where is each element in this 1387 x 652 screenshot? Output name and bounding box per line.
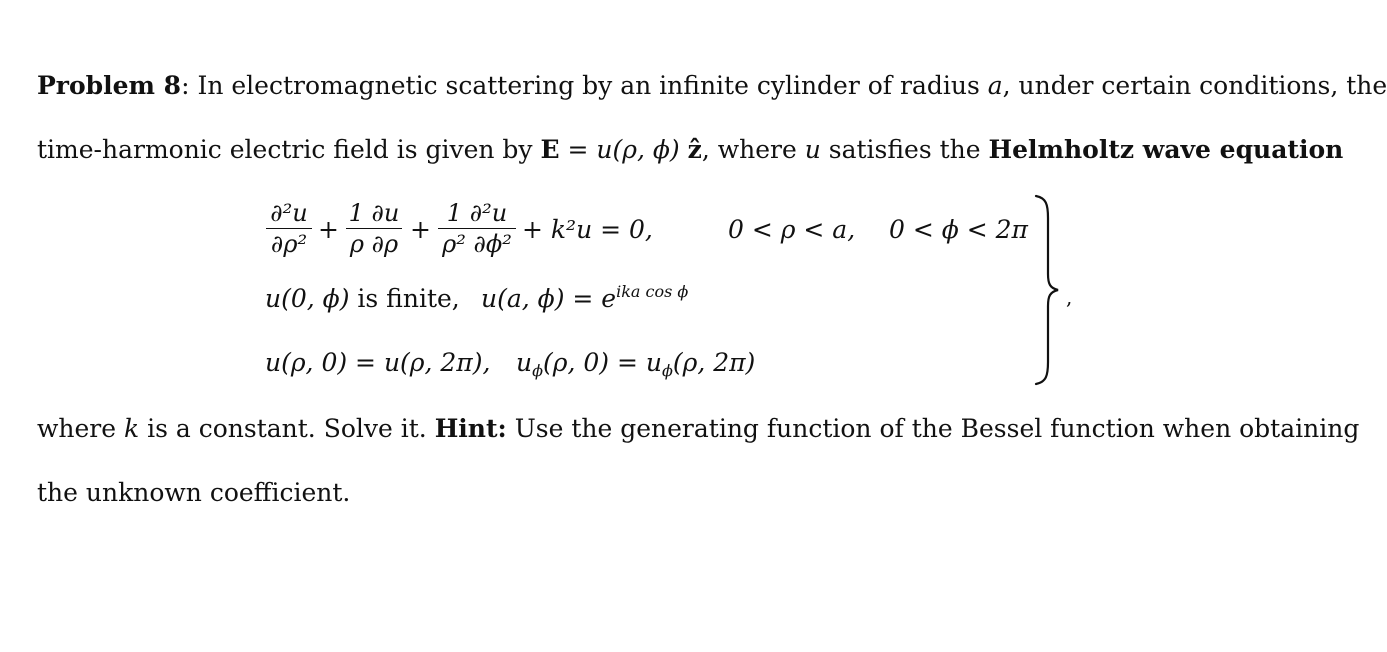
fraction-denominator: ρ² ∂ϕ² <box>442 230 512 258</box>
bc-exponent: ika cos ϕ <box>616 282 689 301</box>
equals-sign: = <box>559 135 597 164</box>
line1-text-b: , under certain conditions, the <box>1002 71 1387 100</box>
fraction-numerator: ∂²u <box>270 199 308 227</box>
line2-text-b: , where <box>701 135 805 164</box>
z-hat-symbol: ẑ <box>687 135 702 164</box>
helmholtz-tail: + k²u = 0, <box>522 215 653 244</box>
fraction-bar <box>346 228 402 229</box>
line1-text-a: : In electromagnetic scattering by an infinite cylinder of radius <box>181 71 988 100</box>
right-curly-brace <box>1030 194 1060 386</box>
fraction-denominator: ρ ∂ρ <box>349 230 399 258</box>
line3-text-c: Use the generating function of the Bessel function when obtaining <box>506 414 1360 443</box>
radius-variable: a <box>987 71 1003 100</box>
problem-label: Problem 8 <box>37 71 182 100</box>
bc-origin: u(0, ϕ) <box>265 284 350 313</box>
k-symbol: k <box>124 414 140 443</box>
periodicity-end: (ρ, 2π) <box>672 348 756 377</box>
fraction-numerator: 1 ∂²u <box>446 199 508 227</box>
electric-field-symbol: E <box>540 135 560 164</box>
hint-label: Hint: <box>434 414 507 443</box>
problem-line-4 <box>37 478 350 508</box>
fraction-d2u-drho2 <box>266 199 312 258</box>
plus-sign-2: + <box>410 215 431 244</box>
periodicity-condition-uphi <box>516 348 755 378</box>
rho-domain: 0 < ρ < a, <box>728 215 856 244</box>
line3-text-a: where <box>37 414 124 443</box>
helmholtz-term: Helmholtz wave equation <box>988 135 1344 164</box>
line2-text-c: satisfies the <box>820 135 989 164</box>
field-arguments: (ρ, ϕ) <box>612 135 688 164</box>
line3-text-b: is a constant. Solve it. <box>139 414 435 443</box>
bc-surface-lhs: u(a, ϕ) = e <box>481 284 617 313</box>
fraction-1-over-rho2-d2u-dphi2 <box>438 199 516 258</box>
u-symbol: u <box>596 135 613 164</box>
periodicity-condition-u: u(ρ, 0) = u(ρ, 2π), <box>265 348 491 377</box>
boundary-condition-1 <box>265 284 460 314</box>
problem-line-2 <box>37 135 1343 165</box>
line2-text-a: time-harmonic electric field is given by <box>37 135 541 164</box>
bc-finite-text: is finite, <box>349 284 460 313</box>
problem-line-1 <box>37 71 1387 101</box>
phi-domain: 0 < ϕ < 2π <box>889 215 1028 244</box>
fraction-bar <box>266 228 312 229</box>
equation-trailing-comma: , <box>1066 285 1073 309</box>
fraction-denominator: ∂ρ² <box>270 230 308 258</box>
u-symbol: u <box>516 348 533 377</box>
fraction-numerator: 1 ∂u <box>348 199 400 227</box>
periodicity-middle: (ρ, 0) = u <box>543 348 662 377</box>
boundary-condition-surface <box>481 284 688 314</box>
u-symbol-2: u <box>804 135 821 164</box>
fraction-bar <box>438 228 516 229</box>
phi-subscript: ϕ <box>532 361 544 380</box>
phi-subscript: ϕ <box>661 361 673 380</box>
line4-text: the unknown coefficient. <box>37 478 351 507</box>
fraction-1-over-rho-du-drho <box>346 199 402 258</box>
problem-line-3 <box>37 414 1359 444</box>
plus-sign-1: + <box>318 215 339 244</box>
